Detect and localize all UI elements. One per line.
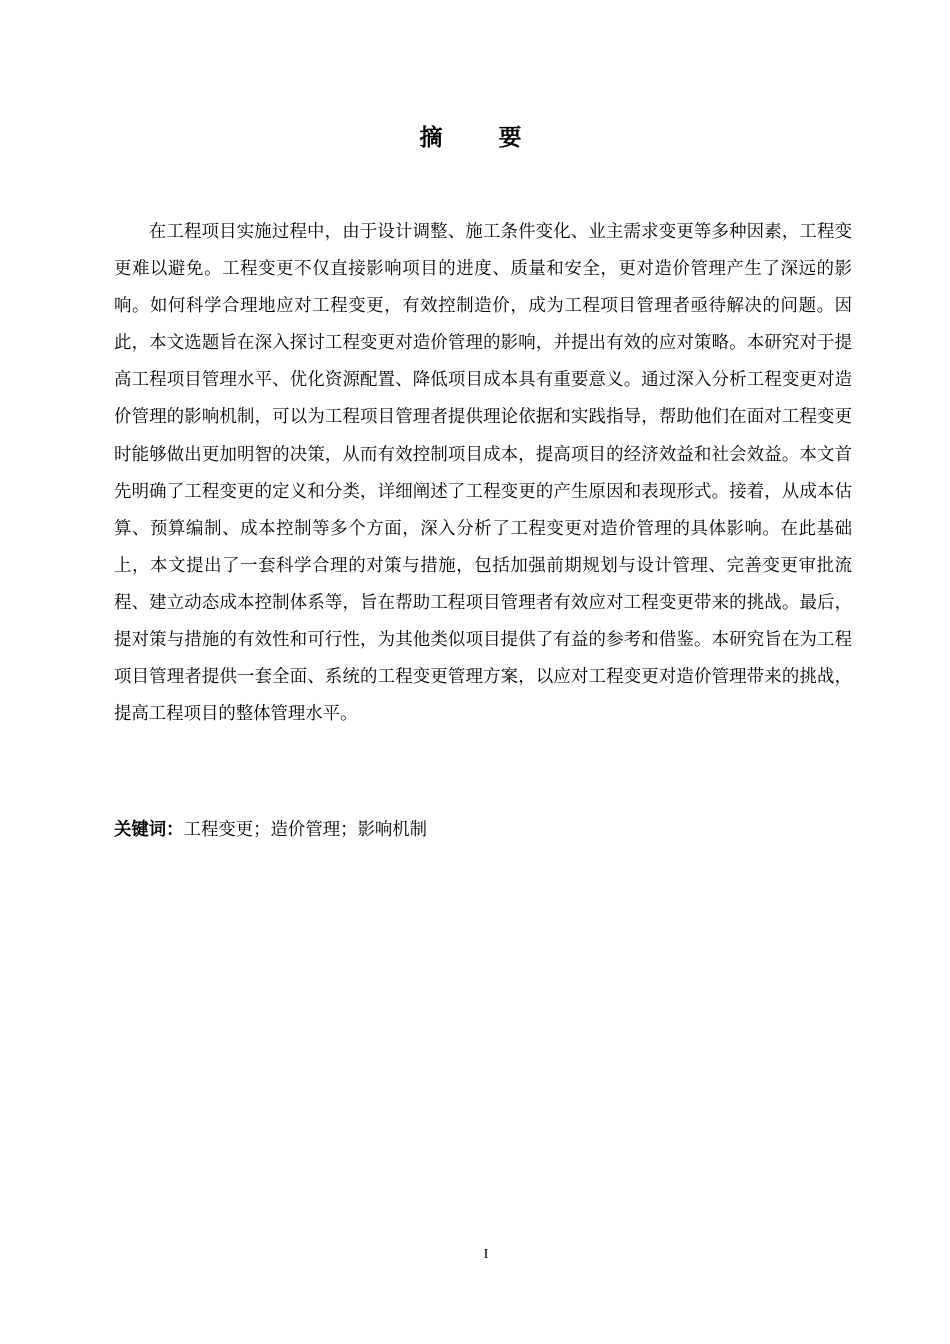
page-title: 摘 要	[419, 125, 546, 151]
keywords-line	[114, 813, 852, 847]
abstract-paragraph: 在工程项目实施过程中，由于设计调整、施工条件变化、业主需求变更等多种因素，工程变更难以避免。工程变更不仅直接影响项目的进度、质量和安全，更对造价管理产生了深远的影响。如何科学合理地应对工程变更，有效控制造价，成为工程项目管理者亟待解决的问题。因此，本文选题旨在深入探讨工程变更对造价管理的影响，并提出有效的应对策略。本研究对于提高工程项目管理水平、优化资源配置、降低项目成本具有重要意义。通过深入分析工程变更对造价管理的影响机制，可以为工程项目管理者提供理论依据和实践指导，帮助他们在面对工程变更时能够做出更加明智的决策，从而有效控制项目成本，提高项目的经济效益和社会效益。本文首先明确了工程变更的定义和分类，详细阐述了工程变更的产生原因和表现形式。接着，从成本估算、预算编制、成本控制等多个方面，深入分析了工程变更对造价管理的具体影响。在此基础上，本文提出了一套科学合理的对策与措施，包括加强前期规划与设计管理、完善变更审批流程、建立动态成本控制体系等，旨在帮助工程项目管理者有效应对工程变更带来的挑战。最后，提对策与措施的有效性和可行性，为其他类似项目提供了有益的参考和借鉴。本研究旨在为工程项目管理者提供一套全面、系统的工程变更管理方案，以应对工程变更对造价管理带来的挑战，提高工程项目的整体管理水平。	[114, 222, 852, 725]
page-number: I	[483, 1247, 489, 1262]
keywords-label: 关键词：	[114, 820, 184, 840]
keywords-text: 工程变更；造价管理；影响机制	[183, 820, 428, 840]
